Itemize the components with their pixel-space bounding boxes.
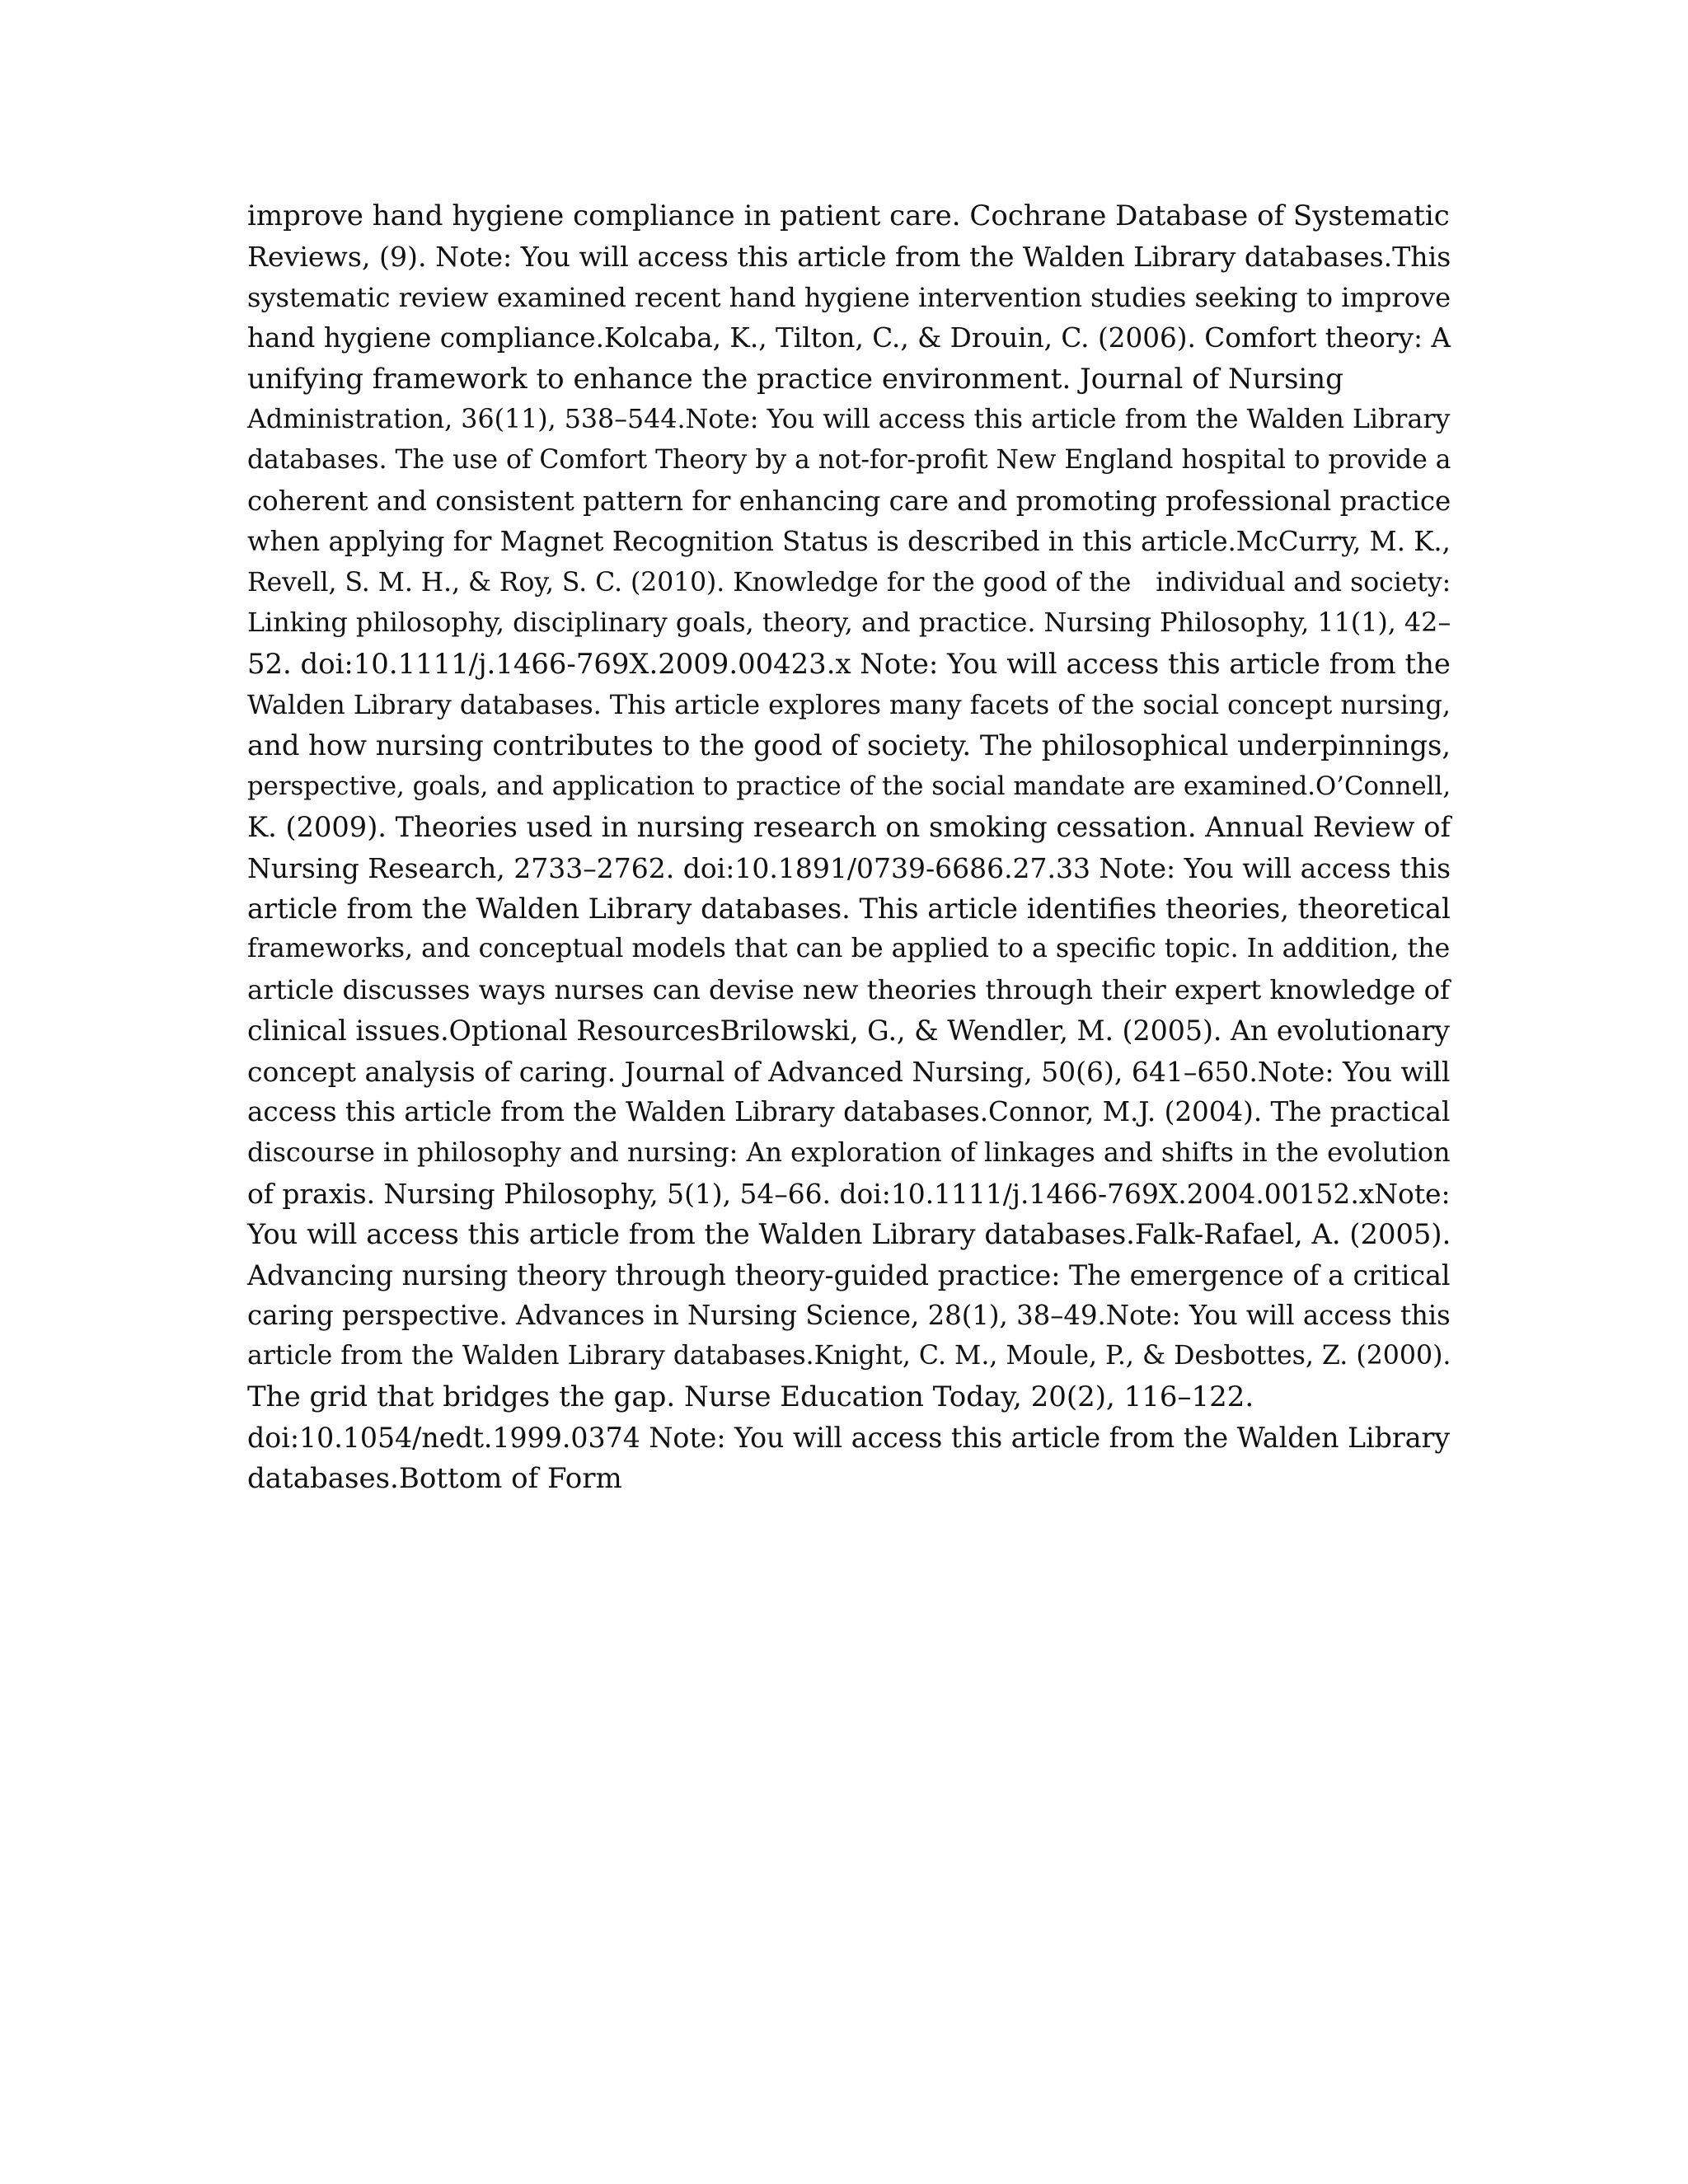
text-line: perspective, goals, and application to practice of the social mandate are examined.O’Connell, [247,771,1451,801]
text-line: of praxis. Nursing Philosophy, 5(1), 54–66. doi:10.1111/j.1466-769X.2004.00152.xNote: [247,1177,1451,1210]
text-line: article from the Walden Library databases. This article identifies theories, theoretical [247,892,1451,925]
text-line: frameworks, and conceptual models that can be applied to a specific topic. In addition, the [247,934,1451,964]
text-line: hand hygiene compliance.Kolcaba, K., Tilton, C., & Drouin, C. (2006). Comfort theory: A [247,322,1451,354]
text-line: concept analysis of caring. Journal of Advanced Nursing, 50(6), 641–650.Note: You will [247,1055,1451,1088]
text-line: when applying for Magnet Recognition Status is described in this article.McCurry, M. K., [247,526,1451,558]
text-line: Nursing Research, 2733–2762. doi:10.1891/0739-6686.27.33 Note: You will access this [247,851,1451,884]
text-line: Reviews, (9). Note: You will access this article from the Walden Library databases.This [247,241,1451,274]
reference-text-block [247,196,1451,1499]
text-line: Linking philosophy, disciplinary goals, theory, and practice. Nursing Philosophy, 11(1), 42– [247,608,1451,639]
text-line: caring perspective. Advances in Nursing Science, 28(1), 38–49.Note: You will access this [247,1299,1451,1331]
text-line: You will access this article from the Walden Library databases.Falk-Rafael, A. (2005). [247,1218,1451,1251]
text-line: 52. doi:10.1111/j.1466-769X.2009.00423.x Note: You will access this article from the [247,648,1451,681]
text-line: databases.Bottom of Form [247,1461,622,1495]
text-line: systematic review examined recent hand hygiene intervention studies seeking to improve [247,281,1451,313]
text-line: improve hand hygiene compliance in patient care. Cochrane Database of Systematic [247,199,1450,232]
text-line: Advancing nursing theory through theory-guided practice: The emergence of a critical [247,1258,1451,1291]
text-line: Walden Library databases. This article explores many facets of the social concept nursing, [247,689,1451,720]
text-line: discourse in philosophy and nursing: An exploration of linkages and shifts in the evolution [247,1137,1451,1169]
text-line: clinical issues.Optional ResourcesBrilowski, G., & Wendler, M. (2005). An evolutionary [247,1015,1450,1047]
text-line: databases. The use of Comfort Theory by a not-for-profit New England hospital to provide a [247,445,1451,476]
text-line: coherent and consistent pattern for enhancing care and promoting professional practice [247,485,1451,517]
text-line: Revell, S. M. H., & Roy, S. C. (2010). Knowledge for the good of the individual and society: [247,567,1451,598]
text-line: and how nursing contributes to the good of society. The philosophical underpinnings, [247,729,1451,762]
text-line: article discusses ways nurses can devise new theories through their expert knowledge of [247,973,1450,1005]
text-line: Administration, 36(11), 538–544.Note: You will access this article from the Walden Library [247,405,1451,435]
text-line: K. (2009). Theories used in nursing research on smoking cessation. Annual Review of [247,811,1451,844]
text-line: doi:10.1054/nedt.1999.0374 Note: You will access this article from the Walden Library [247,1422,1451,1455]
text-line: The grid that bridges the gap. Nurse Education Today, 20(2), 116–122. [247,1380,1254,1413]
text-line: access this article from the Walden Library databases.Connor, M.J. (2004). The practical [247,1095,1451,1127]
text-line: article from the Walden Library databases.Knight, C. M., Moule, P., & Desbottes, Z. (2000). [247,1341,1451,1371]
text-line: unifying framework to enhance the practice environment. Journal of Nursing [247,362,1343,396]
